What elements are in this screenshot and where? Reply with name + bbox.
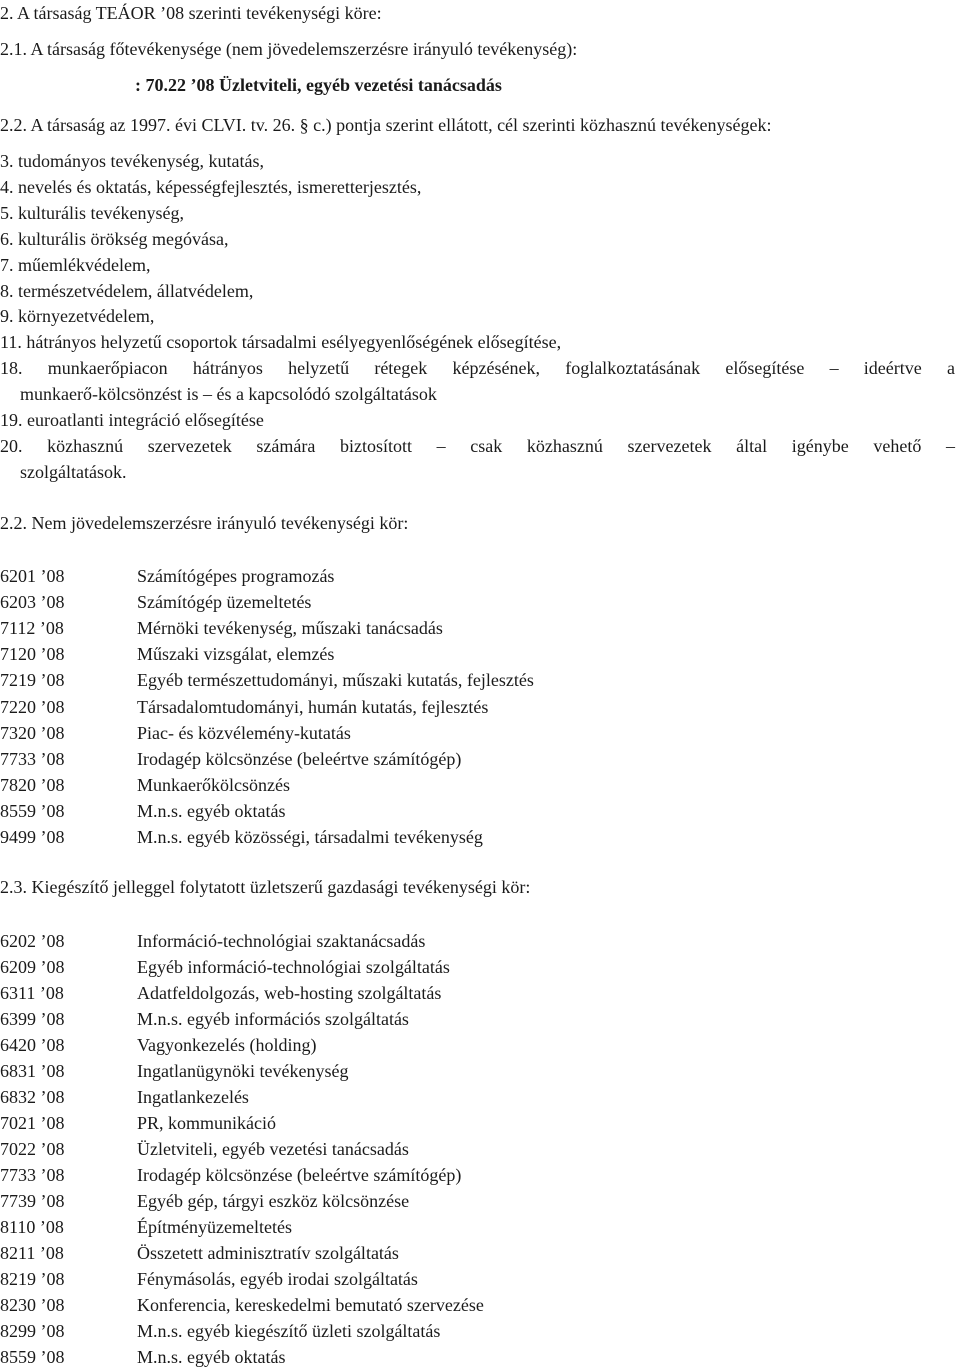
public-item-19: 19. euroatlanti integráció elősegítése — [0, 410, 264, 430]
activity-description: M.n.s. egyéb oktatás — [137, 1347, 286, 1367]
activity-description: Irodagép kölcsönzése (beleértve számítógép) — [137, 748, 462, 769]
public-item-20-line2: szolgáltatások. — [20, 462, 127, 482]
list-item: 7. műemlékvédelem, — [0, 254, 151, 275]
activity-code: 7733 ’08 — [0, 748, 65, 769]
activity-code: 8299 ’08 — [0, 1321, 65, 1341]
list-item: 11. hátrányos helyzetű csoportok társadalmi esélyegyenlőségének elősegítése, — [0, 332, 562, 353]
activity-description: PR, kommunikáció — [137, 1113, 276, 1133]
activity-description: Egyéb természettudományi, műszaki kutatás, fejlesztés — [137, 670, 534, 691]
activity-code: 6201 ’08 — [0, 566, 65, 586]
section-heading-2-2-public: 2.2. A társaság az 1997. évi CLVI. tv. 26. § c.) pontja szerint ellátott, cél szerinti közhasznú tevékenységek: — [0, 115, 772, 135]
activity-code: 6202 ’08 — [0, 931, 65, 951]
public-item-18-line2: munkaerő-kölcsönzést is – és a kapcsolódó szolgáltatások — [20, 384, 437, 404]
activity-code: 8219 ’08 — [0, 1269, 65, 1289]
activity-description: Műszaki vizsgálat, elemzés — [137, 644, 335, 665]
activity-description: Üzletviteli, egyéb vezetési tanácsadás — [137, 1139, 409, 1159]
public-item-20-line1: 20. közhasznú szervezetek számára biztosított – csak közhasznú szervezetek által igénybe vehető – — [0, 436, 955, 456]
activity-description: Társadalomtudományi, humán kutatás, fejlesztés — [137, 696, 489, 717]
list-item: 4. nevelés és oktatás, képességfejlesztés, ismeretterjesztés, — [0, 176, 422, 197]
activity-code: 7220 ’08 — [0, 696, 65, 717]
activity-code: 8559 ’08 — [0, 1347, 65, 1367]
activity-code: 7021 ’08 — [0, 1113, 65, 1133]
activity-description: Egyéb információ-technológiai szolgáltatás — [137, 957, 450, 977]
activity-description: Ingatlankezelés — [137, 1087, 249, 1107]
activity-code: 8559 ’08 — [0, 800, 65, 821]
activity-description: M.n.s. egyéb információs szolgáltatás — [137, 1009, 409, 1029]
main-activity-code: : 70.22 ’08 — [135, 75, 219, 95]
list-item: 5. kulturális tevékenység, — [0, 202, 184, 223]
section-heading-2-2-nonprofit: 2.2. Nem jövedelemszerzésre irányuló tevékenységi kör: — [0, 513, 409, 533]
activity-code: 7320 ’08 — [0, 722, 65, 743]
activity-code: 6832 ’08 — [0, 1087, 65, 1107]
activity-code: 8211 ’08 — [0, 1243, 64, 1263]
main-activity-name: Üzletviteli, egyéb vezetési tanácsadás — [219, 75, 502, 95]
activity-description: M.n.s. egyéb kiegészítő üzleti szolgáltatás — [137, 1321, 441, 1341]
activity-code: 6209 ’08 — [0, 957, 65, 977]
activity-description: Összetett adminisztratív szolgáltatás — [137, 1243, 399, 1263]
list-item: 8. természetvédelem, állatvédelem, — [0, 280, 254, 301]
activity-description: M.n.s. egyéb oktatás — [137, 800, 286, 821]
activity-description: Vagyonkezelés (holding) — [137, 1035, 317, 1055]
activity-description: Konferencia, kereskedelmi bemutató szervezése — [137, 1295, 484, 1315]
activity-code: 8230 ’08 — [0, 1295, 65, 1315]
activity-description: Ingatlanügynöki tevékenység — [137, 1061, 349, 1081]
activity-code: 7219 ’08 — [0, 670, 65, 691]
section-heading-2-1: 2.1. A társaság főtevékenysége (nem jövedelemszerzésre irányuló tevékenység): — [0, 39, 578, 59]
activity-description: Adatfeldolgozás, web-hosting szolgáltatás — [137, 983, 442, 1003]
activity-description: Információ-technológiai szaktanácsadás — [137, 931, 426, 951]
activity-code: 6311 ’08 — [0, 983, 64, 1003]
activity-code: 6420 ’08 — [0, 1035, 65, 1055]
activity-description: Piac- és közvélemény-kutatás — [137, 722, 351, 743]
section-heading-2: 2. A társaság TEÁOR ’08 szerinti tevékenységi köre: — [0, 3, 382, 23]
activity-description: Irodagép kölcsönzése (beleértve számítógép) — [137, 1165, 462, 1185]
activity-description: Mérnöki tevékenység, műszaki tanácsadás — [137, 618, 443, 639]
activity-description: Fénymásolás, egyéb irodai szolgáltatás — [137, 1269, 418, 1289]
activity-code: 9499 ’08 — [0, 827, 65, 847]
activity-code: 7739 ’08 — [0, 1191, 65, 1211]
main-activity-line — [135, 72, 502, 98]
activity-code: 7120 ’08 — [0, 644, 65, 665]
list-item: 3. tudományos tevékenység, kutatás, — [0, 151, 264, 171]
list-item: 6. kulturális örökség megóvása, — [0, 228, 229, 249]
activity-description: Egyéb gép, tárgyi eszköz kölcsönzése — [137, 1191, 410, 1211]
activity-code: 6399 ’08 — [0, 1009, 65, 1029]
activity-description: Munkaerőkölcsönzés — [137, 774, 290, 795]
activity-code: 7733 ’08 — [0, 1165, 65, 1185]
activity-code: 7022 ’08 — [0, 1139, 65, 1159]
activity-code: 8110 ’08 — [0, 1217, 64, 1237]
public-item-18-line1: 18. munkaerőpiacon hátrányos helyzetű rétegek képzésének, foglalkoztatásának elősegítése – ideértve a — [0, 358, 955, 378]
section-heading-2-3: 2.3. Kiegészítő jelleggel folytatott üzletszerű gazdasági tevékenységi kör: — [0, 877, 531, 897]
activity-description: Számítógép üzemeltetés — [137, 592, 312, 613]
activity-description: M.n.s. egyéb közösségi, társadalmi tevékenység — [137, 827, 483, 847]
activity-code: 7820 ’08 — [0, 774, 65, 795]
activity-code: 6831 ’08 — [0, 1061, 65, 1081]
activity-description: Számítógépes programozás — [137, 566, 335, 586]
activity-description: Építményüzemeltetés — [137, 1217, 292, 1237]
list-item: 9. környezetvédelem, — [0, 306, 155, 327]
activity-code: 7112 ’08 — [0, 618, 64, 639]
activity-code: 6203 ’08 — [0, 592, 65, 613]
